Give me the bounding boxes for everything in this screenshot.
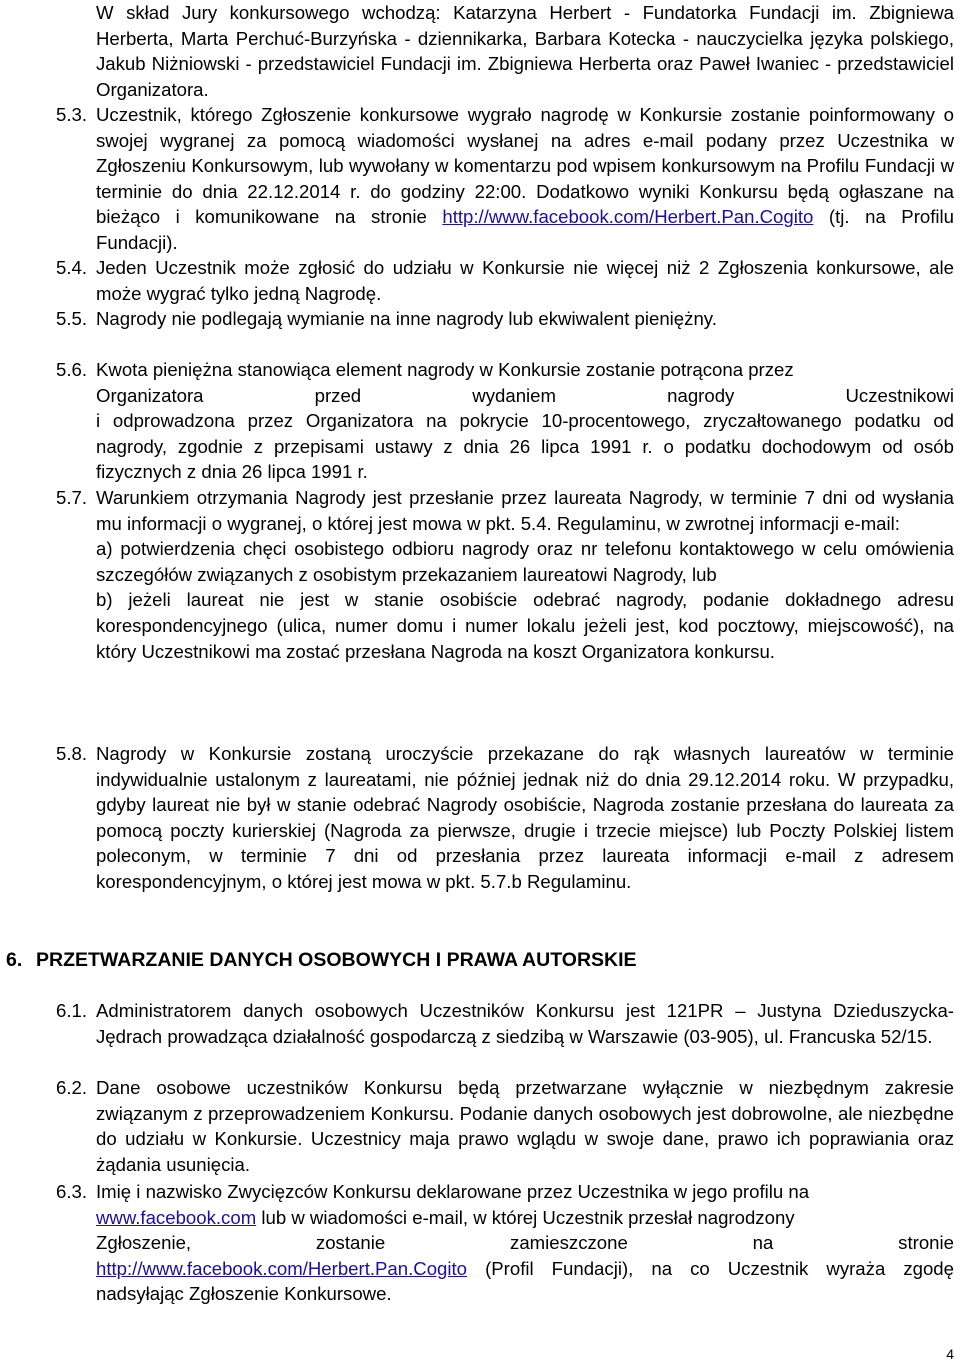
item-5-3-text-a: Uczestnik, którego Zgłoszenie konkursowe wygrało nagrodę w Konkursie zostanie poinformowany o swojej wygranej za pomocą wiadomości wysłanej na adres e-mail podany przez Uczestnika w Zgłoszeniu Konkursowym, lub wywołany w komentarzu pod wpisem konkursowym na Profilu Fundacji w terminie do dnia 22.12.2014 r. do godziny 22:00. Dodatkowo wyniki Konkursu będą ogłaszane na bieżąco i komunikowane na stronie xyxy=(96,104,954,228)
item-5-6-rest: i odprowadzona przez Organizatora na pokrycie 10-procentowego, zryczałtowanego podatku od nagrody, zgodnie z przepisami ustawy z dnia 26 lipca 1991 r. o podatku dochodowym od osób fizycznych z dnia 26 lipca 1991 r. xyxy=(96,410,954,483)
item-number-5-8: 5.8. xyxy=(56,743,88,764)
item-5-7-text xyxy=(96,485,954,664)
item-6-3-line-3: Zgłoszenie, zostanie zamieszczone na stronie xyxy=(96,1232,954,1254)
page-number: 4 xyxy=(946,1346,954,1362)
item-5-6-text xyxy=(96,357,954,485)
item-number-5-6: 5.6. xyxy=(56,359,88,380)
item-5-3-text xyxy=(96,102,954,256)
facebook-link[interactable]: http://www.facebook.com/Herbert.Pan.Cogito xyxy=(442,206,814,228)
facebook-link-short[interactable]: www.facebook.com xyxy=(96,1206,257,1228)
jury-paragraph: W skład Jury konkursowego wchodzą: Katarzyna Herbert - Fundatorka Fundacji im. Zbigniewa Herberta, Marta Perchuć-Burzyńska - dziennikarka, Barbara Kotecka - nauczycielka języka polskiego, Jakub Niżniowski - przedstawiciel Fundacji im. Zbigniewa Herberta oraz Paweł Iwaniec - przedstawiciel Organizatora. xyxy=(96,2,954,100)
section-6-number: 6. xyxy=(6,949,23,971)
item-5-4-text: Jeden Uczestnik może zgłosić do udziału w Konkursie nie więcej niż 2 Zgłoszenia konkursowe, ale może wygrać tylko jedną Nagrodę. xyxy=(96,257,954,304)
item-6-2-text: Dane osobowe uczestników Konkursu będą przetwarzane wyłącznie w niezbędnym zakresie związanym z przeprowadzeniem Konkursu. Podanie danych osobowych jest dobrowolne, ale niezbędne do udziału w Konkursie. Uczestnicy maja prawo wglądu w swoje dane, prawo ich poprawiania oraz żądania usunięcia. xyxy=(96,1077,954,1175)
item-5-7-intro: Warunkiem otrzymania Nagrody jest przesłanie przez laureata Nagrody, w terminie 7 dni od wysłania mu informacji o wygranej, o której jest mowa w pkt. 5.4. Regulaminu, w zwrotnej informacji e-mail: xyxy=(96,487,954,534)
item-5-6-line-1: Kwota pieniężna stanowiąca element nagrody w Konkursie zostanie potrącona przez xyxy=(96,359,794,380)
item-5-7-option-a: a) potwierdzenia chęci osobistego odbioru nagrody oraz nr telefonu kontaktowego w celu omówienia szczegółów związanych z osobistym przekazaniem laureatowi Nagrody, lub xyxy=(96,538,954,585)
item-5-5-text: Nagrody nie podlegają wymianie na inne nagrody lub ekwiwalent pieniężny. xyxy=(96,308,717,329)
item-number-5-3: 5.3. xyxy=(56,104,88,125)
item-5-8-text: Nagrody w Konkursie zostaną uroczyście przekazane do rąk własnych laureatów w terminie indywidualnie ustalonym z laureatami, nie później jednak niż do dnia 29.12.2014 roku. W przypadku, gdyby laureat nie był w stanie odebrać Nagrody osobiście, Nagroda zostanie przesłana do laureata za pomocą poczty kurierskiej (Nagroda za pierwsze, drugie i trzecie miejsce) lub Poczty Polskiej listem poleconym, w terminie 7 dni od przesłania przez laureata informacji e-mail z adresem korespondencyjnym, o której jest mowa w pkt. 5.7.b Regulaminu. xyxy=(96,743,954,892)
item-6-3-text xyxy=(96,1179,954,1307)
item-6-3-line-1: Imię i nazwisko Zwycięzców Konkursu deklarowane przez Uczestnika w jego profilu na xyxy=(96,1181,810,1202)
item-number-6-1: 6.1. xyxy=(56,1000,88,1021)
section-6-heading xyxy=(6,947,637,973)
item-5-6-line-2: Organizatora przed wydaniem nagrody Uczestnikowi xyxy=(96,384,954,406)
item-number-5-5: 5.5. xyxy=(56,308,88,329)
item-6-3-rest xyxy=(96,1256,954,1307)
item-number-5-4: 5.4. xyxy=(56,257,88,278)
item-5-3-text-b: (tj. na Profilu Fundacji). xyxy=(96,206,955,253)
item-6-3-text-b: lub w wiadomości e-mail, w której Uczestnik przesłał nagrodzony xyxy=(261,1206,795,1228)
item-number-5-7: 5.7. xyxy=(56,487,88,508)
item-number-6-2: 6.2. xyxy=(56,1077,88,1098)
facebook-link-profile[interactable]: http://www.facebook.com/Herbert.Pan.Cogito xyxy=(96,1257,468,1279)
item-6-3-line-2 xyxy=(96,1205,954,1231)
section-6-title: PRZETWARZANIE DANYCH OSOBOWYCH I PRAWA AUTORSKIE xyxy=(36,949,637,971)
item-5-7-option-b: b) jeżeli laureat nie jest w stanie osobiście odebrać nagrody, podanie dokładnego adresu korespondencyjnego (ulica, numer domu i numer lokalu jeżeli jest, kod pocztowy, miejscowość), na który Uczestnikowi ma zostać przesłana Nagroda na koszt Organizatora konkursu. xyxy=(96,589,954,662)
item-6-3-text-c: (Profil Fundacji), na co Uczestnik wyraża zgodę nadsyłając Zgłoszenie Konkursowe. xyxy=(96,1257,954,1305)
item-number-6-3: 6.3. xyxy=(56,1181,88,1202)
item-6-1-text: Administratorem danych osobowych Uczestników Konkursu jest 121PR – Justyna Dzieduszycka-Jędrach prowadząca działalność gospodarczą z siedzibą w Warszawie (03-905), ul. Francuska 52/15. xyxy=(96,1000,954,1047)
